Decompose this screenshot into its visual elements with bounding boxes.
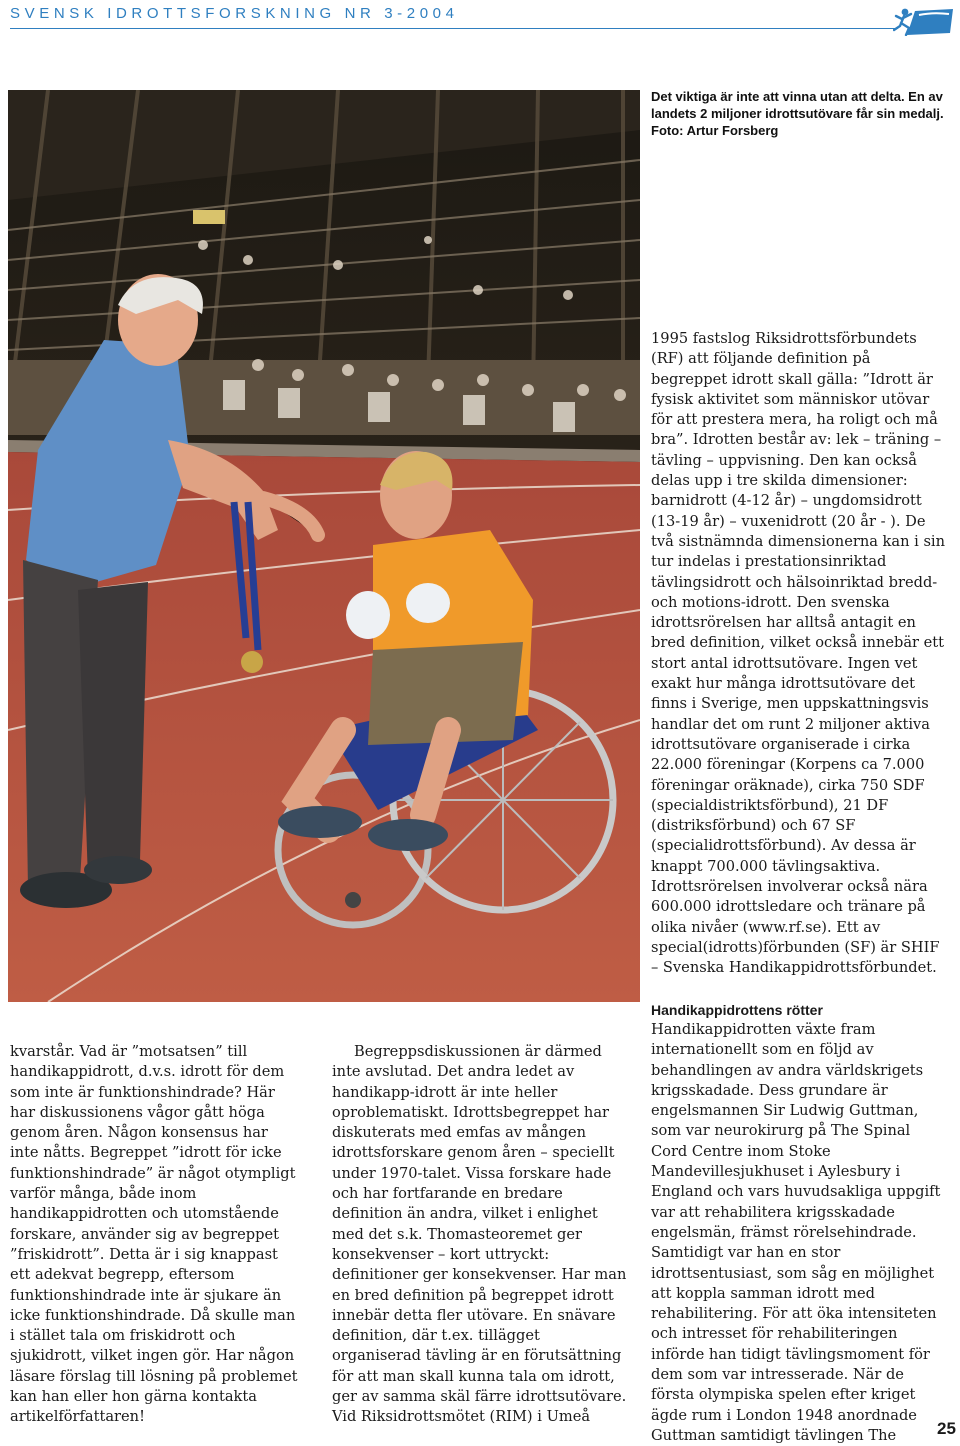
running-header: SVENSK IDROTTSFORSKNING NR 3-2004 xyxy=(10,5,459,22)
column-1 xyxy=(10,1042,300,1428)
column-1-paragraph: kvarstår. Vad är ”motsatsen” till handikappidrott, d.v.s. idrott för dem som inte är funktionshindrade? Här har diskussionens vågor gått höga genom åren. Någon konsensus har inte nåtts. Begreppet ”idrott för icke funktionshindrade” är något otympligt varför många, både inom handikappidrotten och utomstående forskare, använder sig av begreppet ”friskidrott”. Detta är i sig knappast ett adekvat begrepp, eftersom funktionshindrade inte är sjukare än icke funktionshindrade. Då skulle man i stället tala om friskidrott och sjukidrott, vilket ingen gör. Har någon läsare förslag till lösning på problemet kan han eller hon gärna kontakta artikelförfattaren! xyxy=(10,1043,298,1426)
section-heading: Handikappidrottens rötter xyxy=(651,1002,823,1018)
runner-logo-icon xyxy=(893,6,955,36)
column-3-paragraph: Handikappidrotten växte fram internationellt som en följd av behandlingen av andra världskrigets krigsskadade. Dess grundare är engelsmannen Sir Ludwig Guttman, som var neurokirurg på The Spinal Cord Centre inom Stoke Mandevillesjukhuset i Aylesbury i England och vars huvudsakliga uppgift var att rehabilitera krigsskadade engelsmän, främst rörelsehindrade. Samtidigt var han en stor idrottsentusiast, som såg en möjlighet att koppla samman idrott med rehabilitering. För att öka intensiteten och intresset för rehabiliteringen införde han tidigt tävlingsmoment för dem som var intresserade. När de första olympiska spelen efter kriget ägde rum i London 1948 anordnade Guttman samtidigt tävlingen The xyxy=(651,1021,941,1444)
column-2 xyxy=(332,1042,630,1428)
column-3 xyxy=(651,1000,949,1446)
photo-caption: Det viktiga är inte att vinna utan att delta. En av landets 2 miljoner idrottsutövare får sin medalj. Foto: Artur Forsberg xyxy=(651,89,944,138)
column-2-paragraph: Begreppsdiskussionen är därmed inte avslutad. Det andra ledet av handikapp-idrott är inte heller oproblematiskt. Idrottsbegreppet har diskuterats med emfas av mången idrottsforskare genom åren – speciellt under 1970-talet. Vissa forskare hade och har fortfarande en bredare definition än andra, vilket i enlighet med det s.k. Thomasteoremet ger konsekvenser – kort uttryckt: definitioner ger konsekvenser. Har man en bred definition på begreppet idrott innebär detta fler utövare. En snävare definition, där t.ex. tillägget organiserad tävling är en förutsättning för att man skall kunna tala om idrott, ger av samma skäl färre idrottsutövare. Vid Riksidrottsmötet (RIM) i Umeå xyxy=(332,1043,627,1426)
stadium-photo xyxy=(8,90,640,1002)
right-column-text xyxy=(651,329,947,979)
definition-paragraph: 1995 fastslog Riksidrottsförbundets (RF) att följande definition på begreppet idrott skall gälla: ”Idrott är fysisk aktivitet som människor utövar för att prestera mera, ha roligt och må bra”. Idrotten består av: lek – träning – tävling – uppvisning. Den kan också delas upp i tre skilda dimensioner: barnidrott (4-12 år) – ungdomsidrott (13-19 år) – vuxenidrott (20 år - ). De två sistnämnda dimensionerna kan i sin tur indelas i prestationsinriktad tävlingsidrott och hälsoinriktad bredd- och motions-idrott. Den svenska idrottsrörelsen har alltså antagit en bred definition, vilket också innebär ett stort antal idrottsutövare. Ingen vet exakt hur många idrottsutövare det finns i Sverige, men uppskattningsvis handlar det om runt 2 miljoner aktiva idrottsutövare organiserade i cirka 22.000 föreningar (Korpens ca 7.000 föreningar oräknade), cirka 750 SDF (specialdistriktsförbund), 21 DF (distriksförbund) och 67 SF (specialidrottsförbund). Av dessa är knappt 700.000 tävlingsaktiva. Idrottsrörelsen involverar också nära 600.000 idrottsledare och tränare på olika nivåer (www.rf.se). Ett av special(idrotts)förbunden (SF) är SHIF – Svenska Handikappidrottsförbundet. xyxy=(651,330,945,977)
page-number: 25 xyxy=(937,1419,956,1438)
header-rule xyxy=(10,28,898,29)
